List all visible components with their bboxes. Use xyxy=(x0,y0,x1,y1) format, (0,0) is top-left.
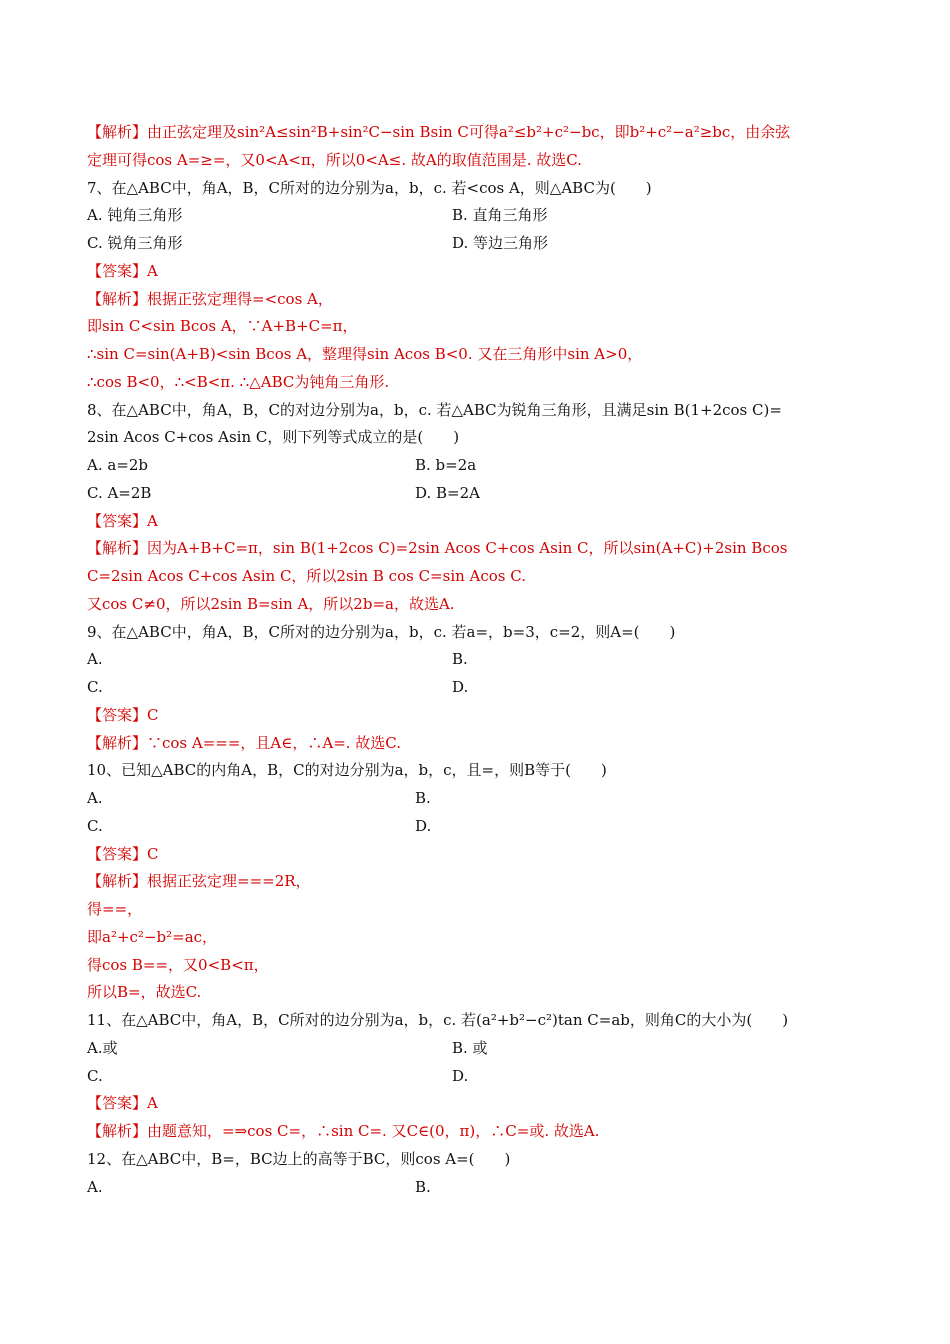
answer-line: 所以B=，故选C. xyxy=(87,983,202,1002)
options-row xyxy=(87,231,868,255)
answer-line: 【答案】A xyxy=(87,511,158,530)
answer-line: 得cos B==，又0<B<π， xyxy=(87,955,269,974)
answer-line: 【解析】根据正弦定理得=<cos A， xyxy=(87,289,333,308)
answer-line: 【解析】根据正弦定理===2R， xyxy=(87,872,311,891)
answer-line: 【答案】A xyxy=(87,1094,158,1113)
question-line: 8、在△ABC中，角A，B，C的对边分别为a，b，c. 若△ABC为锐角三角形，且满足sin B(1+2cos C)= xyxy=(87,400,782,419)
option-right: D. B=2A xyxy=(415,483,480,502)
question-line: 2sin Acos C+cos Asin C，则下列等式成立的是( ) xyxy=(87,428,460,447)
options-row xyxy=(87,1175,868,1199)
option-right: D. xyxy=(452,1066,469,1085)
option-left: C. A=2B xyxy=(87,483,152,502)
options-row xyxy=(87,647,868,671)
options-row xyxy=(87,481,868,505)
option-left: A. xyxy=(87,650,103,669)
options-row xyxy=(87,675,868,699)
option-right: B. xyxy=(452,650,468,669)
option-left: C. xyxy=(87,1066,103,1085)
option-left: C. xyxy=(87,678,103,696)
answer-line: 即a²+c²−b²=ac， xyxy=(87,927,218,946)
option-left: A. xyxy=(87,789,103,807)
option-left: A. 钝角三角形 xyxy=(87,206,183,225)
answer-line: 即sin C<sin Bcos A，∵A+B+C=π， xyxy=(87,317,358,336)
options-row xyxy=(87,203,868,227)
option-left: A. xyxy=(87,1177,103,1196)
option-right: D. 等边三角形 xyxy=(452,234,549,252)
answer-line: ∴cos B<0，∴<B<π. ∴△ABC为钝角三角形. xyxy=(87,372,390,391)
option-right: D. xyxy=(415,816,432,835)
answer-line: 【解析】∵cos A===，且A∈，∴A=. 故选C. xyxy=(87,733,402,752)
options-row xyxy=(87,814,868,838)
option-right: B. xyxy=(415,1177,431,1196)
options-row xyxy=(87,786,868,810)
option-right: B. xyxy=(415,789,431,807)
question-line: 12、在△ABC中，B=，BC边上的高等于BC，则cos A=( ) xyxy=(87,1149,511,1168)
answer-line: 【解析】因为A+B+C=π，sin B(1+2cos C)=2sin Acos C+cos Asin C，所以sin(A+C)+2sin Bcos xyxy=(87,539,788,558)
option-right: B. 或 xyxy=(452,1038,488,1057)
answer-line: 定理可得cos A=≥=，又0<A<π，所以0<A≤. 故A的取值范围是. 故选C. xyxy=(87,150,582,169)
option-left: C. 锐角三角形 xyxy=(87,234,183,252)
answer-line: ∴sin C=sin(A+B)<sin Bcos A，整理得sin Acos B<0. 又在三角形中sin A>0， xyxy=(87,345,643,363)
option-right: B. 直角三角形 xyxy=(452,206,548,225)
answer-line: C=2sin Acos C+cos Asin C，所以2sin B cos C=sin Acos C. xyxy=(87,567,526,585)
options-row xyxy=(87,1036,868,1060)
answer-line: 【解析】由正弦定理及sin²A≤sin²B+sin²C−sin Bsin C可得a²≤b²+c²−bc，即b²+c²−a²≥bc，由余弦 xyxy=(87,123,791,141)
option-left: A. a=2b xyxy=(87,456,149,474)
option-left: C. xyxy=(87,816,103,835)
question-line: 9、在△ABC中，角A，B，C所对的边分别为a，b，c. 若a=，b=3，c=2，则A=( ) xyxy=(87,622,676,641)
answer-line: 【答案】C xyxy=(87,705,159,724)
options-row xyxy=(87,1064,868,1088)
answer-line: 得==， xyxy=(87,900,143,918)
question-line: 10、已知△ABC的内角A，B，C的对边分别为a，b，c，且=，则B等于( ) xyxy=(87,761,607,780)
option-right: B. b=2a xyxy=(415,456,477,474)
option-right: D. xyxy=(452,678,469,696)
question-line: 7、在△ABC中，角A，B，C所对的边分别为a，b，c. 若<cos A，则△ABC为( ) xyxy=(87,178,652,197)
answer-line: 【解析】由题意知，=⇒cos C=，∴sin C=. 又C∈(0，π)，∴C=或. 故选A. xyxy=(87,1122,600,1140)
options-row xyxy=(87,453,868,477)
question-line: 11、在△ABC中，角A，B，C所对的边分别为a，b，c. 若(a²+b²−c²)tan C=ab，则角C的大小为( ) xyxy=(87,1011,789,1029)
answer-line: 【答案】A xyxy=(87,261,158,280)
option-left: A.或 xyxy=(87,1038,118,1057)
answer-line: 又cos C≠0，所以2sin B=sin A，所以2b=a，故选A. xyxy=(87,594,455,613)
answer-line: 【答案】C xyxy=(87,844,159,863)
